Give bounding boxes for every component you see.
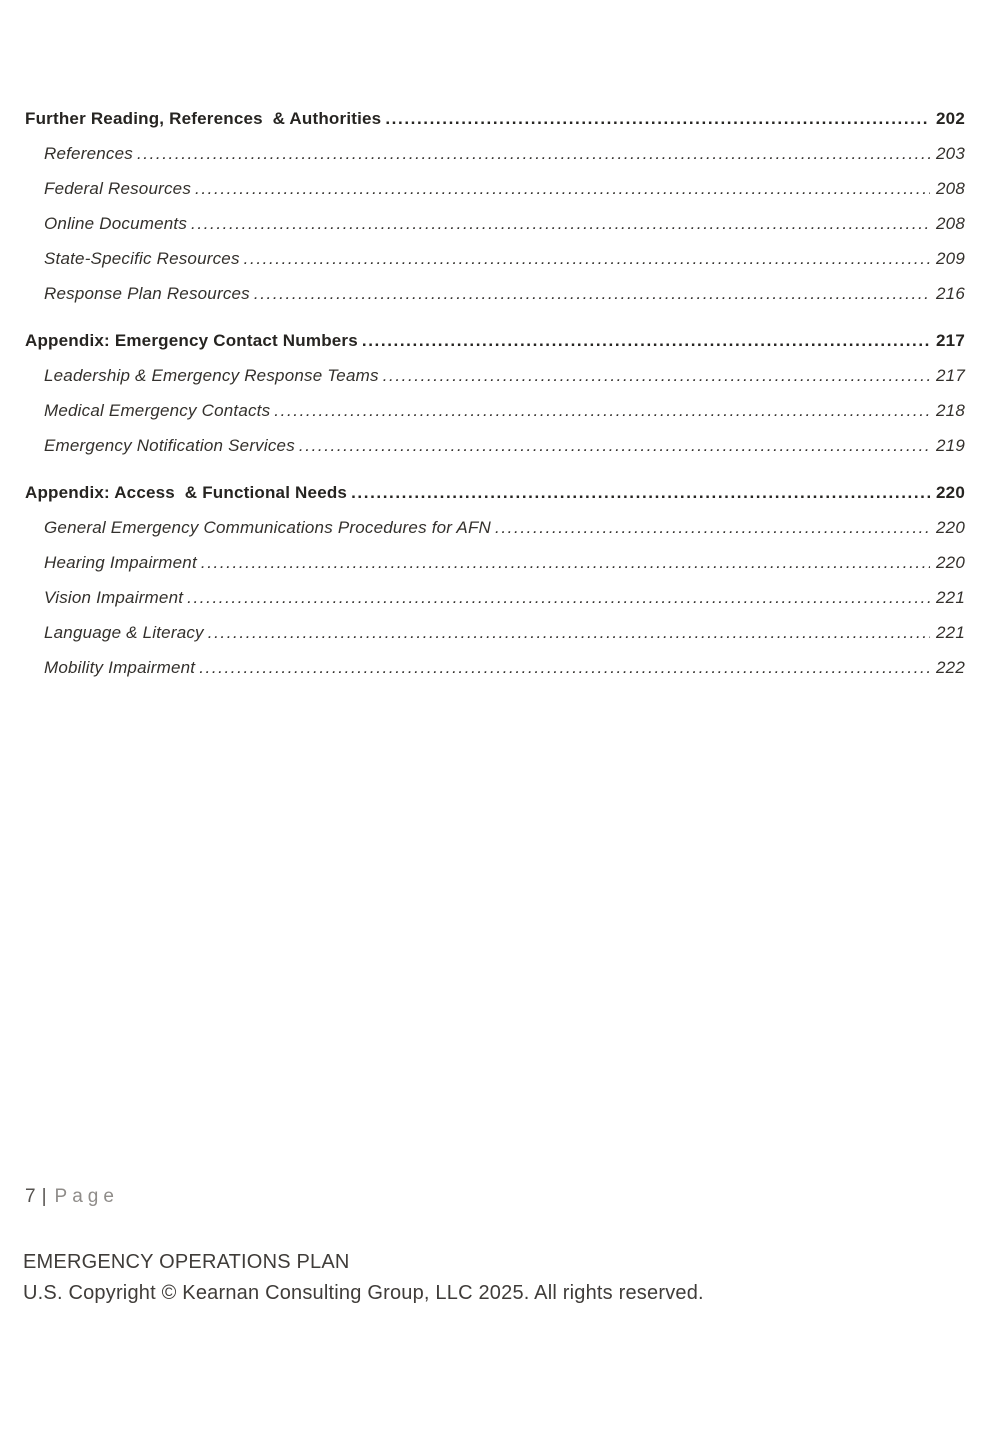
toc-entry-title: Emergency Notification Services [44,436,295,455]
toc-entry-page: 220 [936,553,965,572]
toc-entry-title: Language & Literacy [44,623,204,642]
toc-entry-title: Federal Resources [44,179,192,198]
toc-entry[interactable] [25,393,965,428]
toc-entry-title: Mobility Impairment [44,658,196,677]
dot-leader [274,393,930,428]
toc-entry-page: 203 [936,144,965,163]
toc-entry-page: 208 [936,179,965,198]
toc-entry-page: 221 [936,588,965,607]
toc-entry-title: Hearing Impairment [44,553,197,572]
toc-entry[interactable] [25,580,965,615]
toc-entry-title: References [44,144,133,163]
toc-entry-page: 219 [936,436,965,455]
footer-doc-title: EMERGENCY OPERATIONS PLAN [23,1251,350,1273]
toc-entry-page: 217 [936,331,965,350]
toc-entry-page: 209 [936,249,965,268]
document-footer [23,1247,704,1309]
toc-entry[interactable] [25,136,965,171]
toc-entry-title: State-Specific Resources [44,249,240,268]
toc-entry[interactable] [25,206,965,241]
toc-entry[interactable] [25,428,965,463]
dot-leader [191,206,930,241]
dot-leader [495,510,930,545]
toc-entry-title: Leadership & Emergency Response Teams [44,366,379,385]
toc-entry-page: 220 [936,483,965,502]
toc-entry-title: Further Reading, References & Authorities [25,109,382,128]
dot-leader [137,136,930,171]
dot-leader [254,276,930,311]
toc-entry-page: 220 [936,518,965,537]
toc-entry-page: 202 [936,109,965,128]
toc-entry-page: 208 [936,214,965,233]
footer-copyright: U.S. Copyright © Kearnan Consulting Group, LLC 2025. All rights reserved. [23,1282,704,1304]
toc-entry[interactable] [25,358,965,393]
dot-leader [187,580,930,615]
toc-entry[interactable] [25,241,965,276]
toc-entry[interactable] [25,615,965,650]
page-number-footer [25,1186,119,1208]
toc-entry-page: 216 [936,284,965,303]
dot-leader [199,650,930,685]
toc-entry-page: 221 [936,623,965,642]
dot-leader [385,101,930,136]
dot-leader [362,323,930,358]
toc-entry-title: Online Documents [44,214,188,233]
dot-leader [208,615,930,650]
toc-entry[interactable] [25,545,965,580]
dot-leader [201,545,930,580]
dot-leader [299,428,930,463]
table-of-contents [25,0,965,685]
toc-entry-page: 218 [936,401,965,420]
page-number-separator: | [41,1186,48,1207]
dot-leader [351,475,930,510]
dot-leader [195,171,930,206]
toc-entry-title: Appendix: Access & Functional Needs [25,483,348,502]
toc-entry-page: 222 [936,658,965,677]
toc-entry-title: Medical Emergency Contacts [44,401,271,420]
toc-entry[interactable] [25,475,965,510]
toc-entry[interactable] [25,510,965,545]
toc-entry[interactable] [25,323,965,358]
dot-leader [244,241,930,276]
page-number: 7 [25,1186,37,1207]
page-word: Page [54,1186,119,1207]
toc-entry-page: 217 [936,366,965,385]
toc-entry-title: Response Plan Resources [44,284,250,303]
toc-entry[interactable] [25,650,965,685]
toc-entry[interactable] [25,101,965,136]
toc-entry[interactable] [25,276,965,311]
toc-entry-title: General Emergency Communications Procedures for AFN [44,518,492,537]
toc-entry-title: Appendix: Emergency Contact Numbers [25,331,358,350]
toc-entry-title: Vision Impairment [44,588,184,607]
toc-entry[interactable] [25,171,965,206]
dot-leader [383,358,930,393]
